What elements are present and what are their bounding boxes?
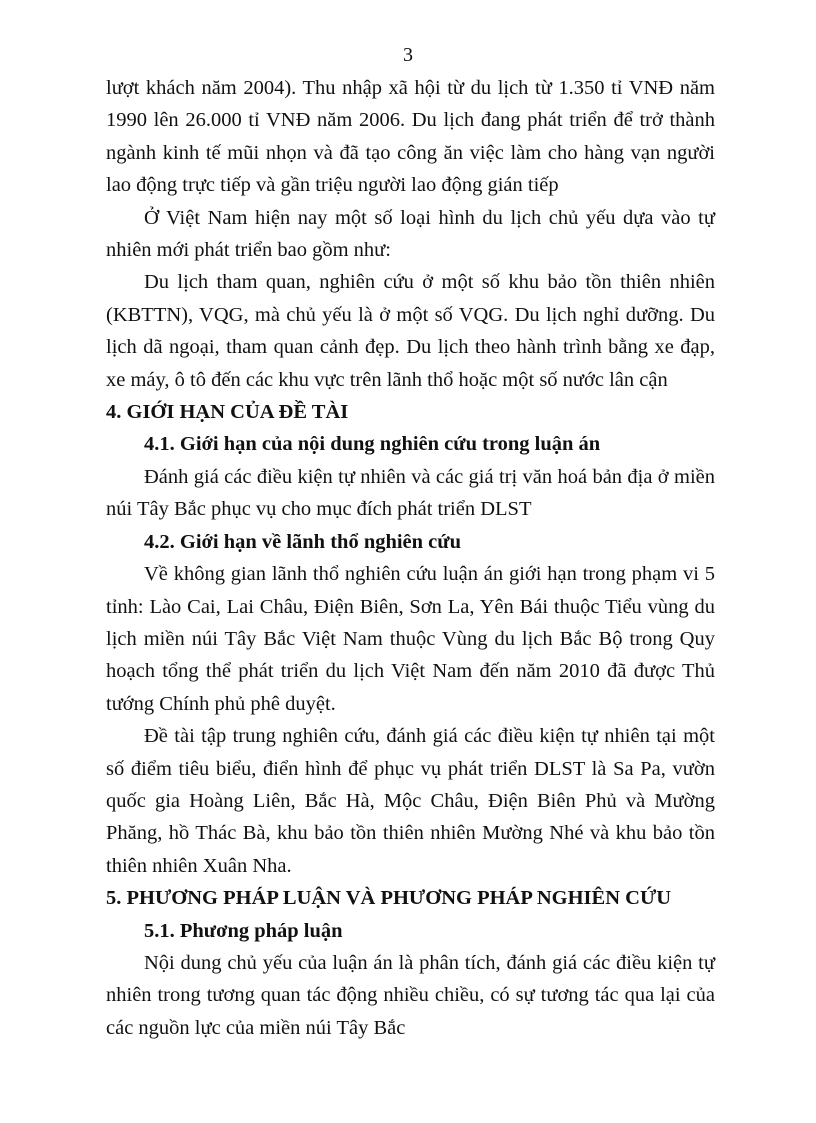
section-heading: 5. PHƯƠNG PHÁP LUẬN VÀ PHƯƠNG PHÁP NGHIÊN CỨU [106, 887, 672, 910]
paragraph: lượt khách năm 2004). Thu nhập xã hội từ du lịch từ 1.350 tỉ VNĐ năm 1990 lên 26.000 tỉ VNĐ năm 2006. Du lịch đang phát triển để trở thành ngành kinh tế mũi nhọn và đã tạo công ăn việc làm cho hàng vạn người lao động trực tiếp và gần triệu người lao động gián tiếp [106, 77, 715, 197]
subsection-heading: 4.1. Giới hạn của nội dung nghiên cứu trong luận án [144, 433, 601, 456]
paragraph: Ở Việt Nam hiện nay một số loại hình du lịch chủ yếu dựa vào tự nhiên mới phát triển bao gồm như: [106, 206, 715, 262]
subsection-heading: 5.1. Phương pháp luận [144, 919, 343, 942]
paragraph: Nội dung chủ yếu của luận án là phân tích, đánh giá các điều kiện tự nhiên trong tương quan tác động nhiều chiều, có sự tương tác qua lại của các nguồn lực của miền núi Tây Bắc [106, 951, 715, 1039]
subsection-heading: 4.2. Giới hạn về lãnh thổ nghiên cứu [144, 530, 461, 553]
document-body [106, 72, 715, 1044]
paragraph: Về không gian lãnh thổ nghiên cứu luận án giới hạn trong phạm vi 5 tỉnh: Lào Cai, Lai Châu, Điện Biên, Sơn La, Yên Bái thuộc Tiểu vùng du lịch miền núi Tây Bắc Việt Nam thuộc Vùng du lịch Bắc Bộ trong Quy hoạch tổng thể phát triển du lịch Việt Nam đến năm 2010 đã được Thủ tướng Chính phủ phê duyệt. [106, 563, 715, 715]
paragraph: Đánh giá các điều kiện tự nhiên và các giá trị văn hoá bản địa ở miền núi Tây Bắc phục vụ cho mục đích phát triển DLST [106, 465, 715, 521]
section-heading: 4. GIỚI HẠN CỦA ĐỀ TÀI [106, 401, 349, 424]
paragraph: Du lịch tham quan, nghiên cứu ở một số khu bảo tồn thiên nhiên (KBTTN), VQG, mà chủ yếu là ở một số VQG. Du lịch nghỉ dưỡng. Du lịch dã ngoại, tham quan cảnh đẹp. Du lịch theo hành trình bằng xe đạp, xe máy, ô tô đến các khu vực trên lãnh thổ hoặc một số nước lân cận [106, 271, 715, 391]
paragraph: Đề tài tập trung nghiên cứu, đánh giá các điều kiện tự nhiên tại một số điểm tiêu biểu, điển hình để phục vụ phát triển DLST là Sa Pa, vườn quốc gia Hoàng Liên, Bắc Hà, Mộc Châu, Điện Biên Phủ và Mường Phăng, hồ Thác Bà, khu bảo tồn thiên nhiên Mường Nhé và khu bảo tồn thiên nhiên Xuân Nha. [106, 725, 715, 877]
page-number: 3 [403, 44, 413, 66]
